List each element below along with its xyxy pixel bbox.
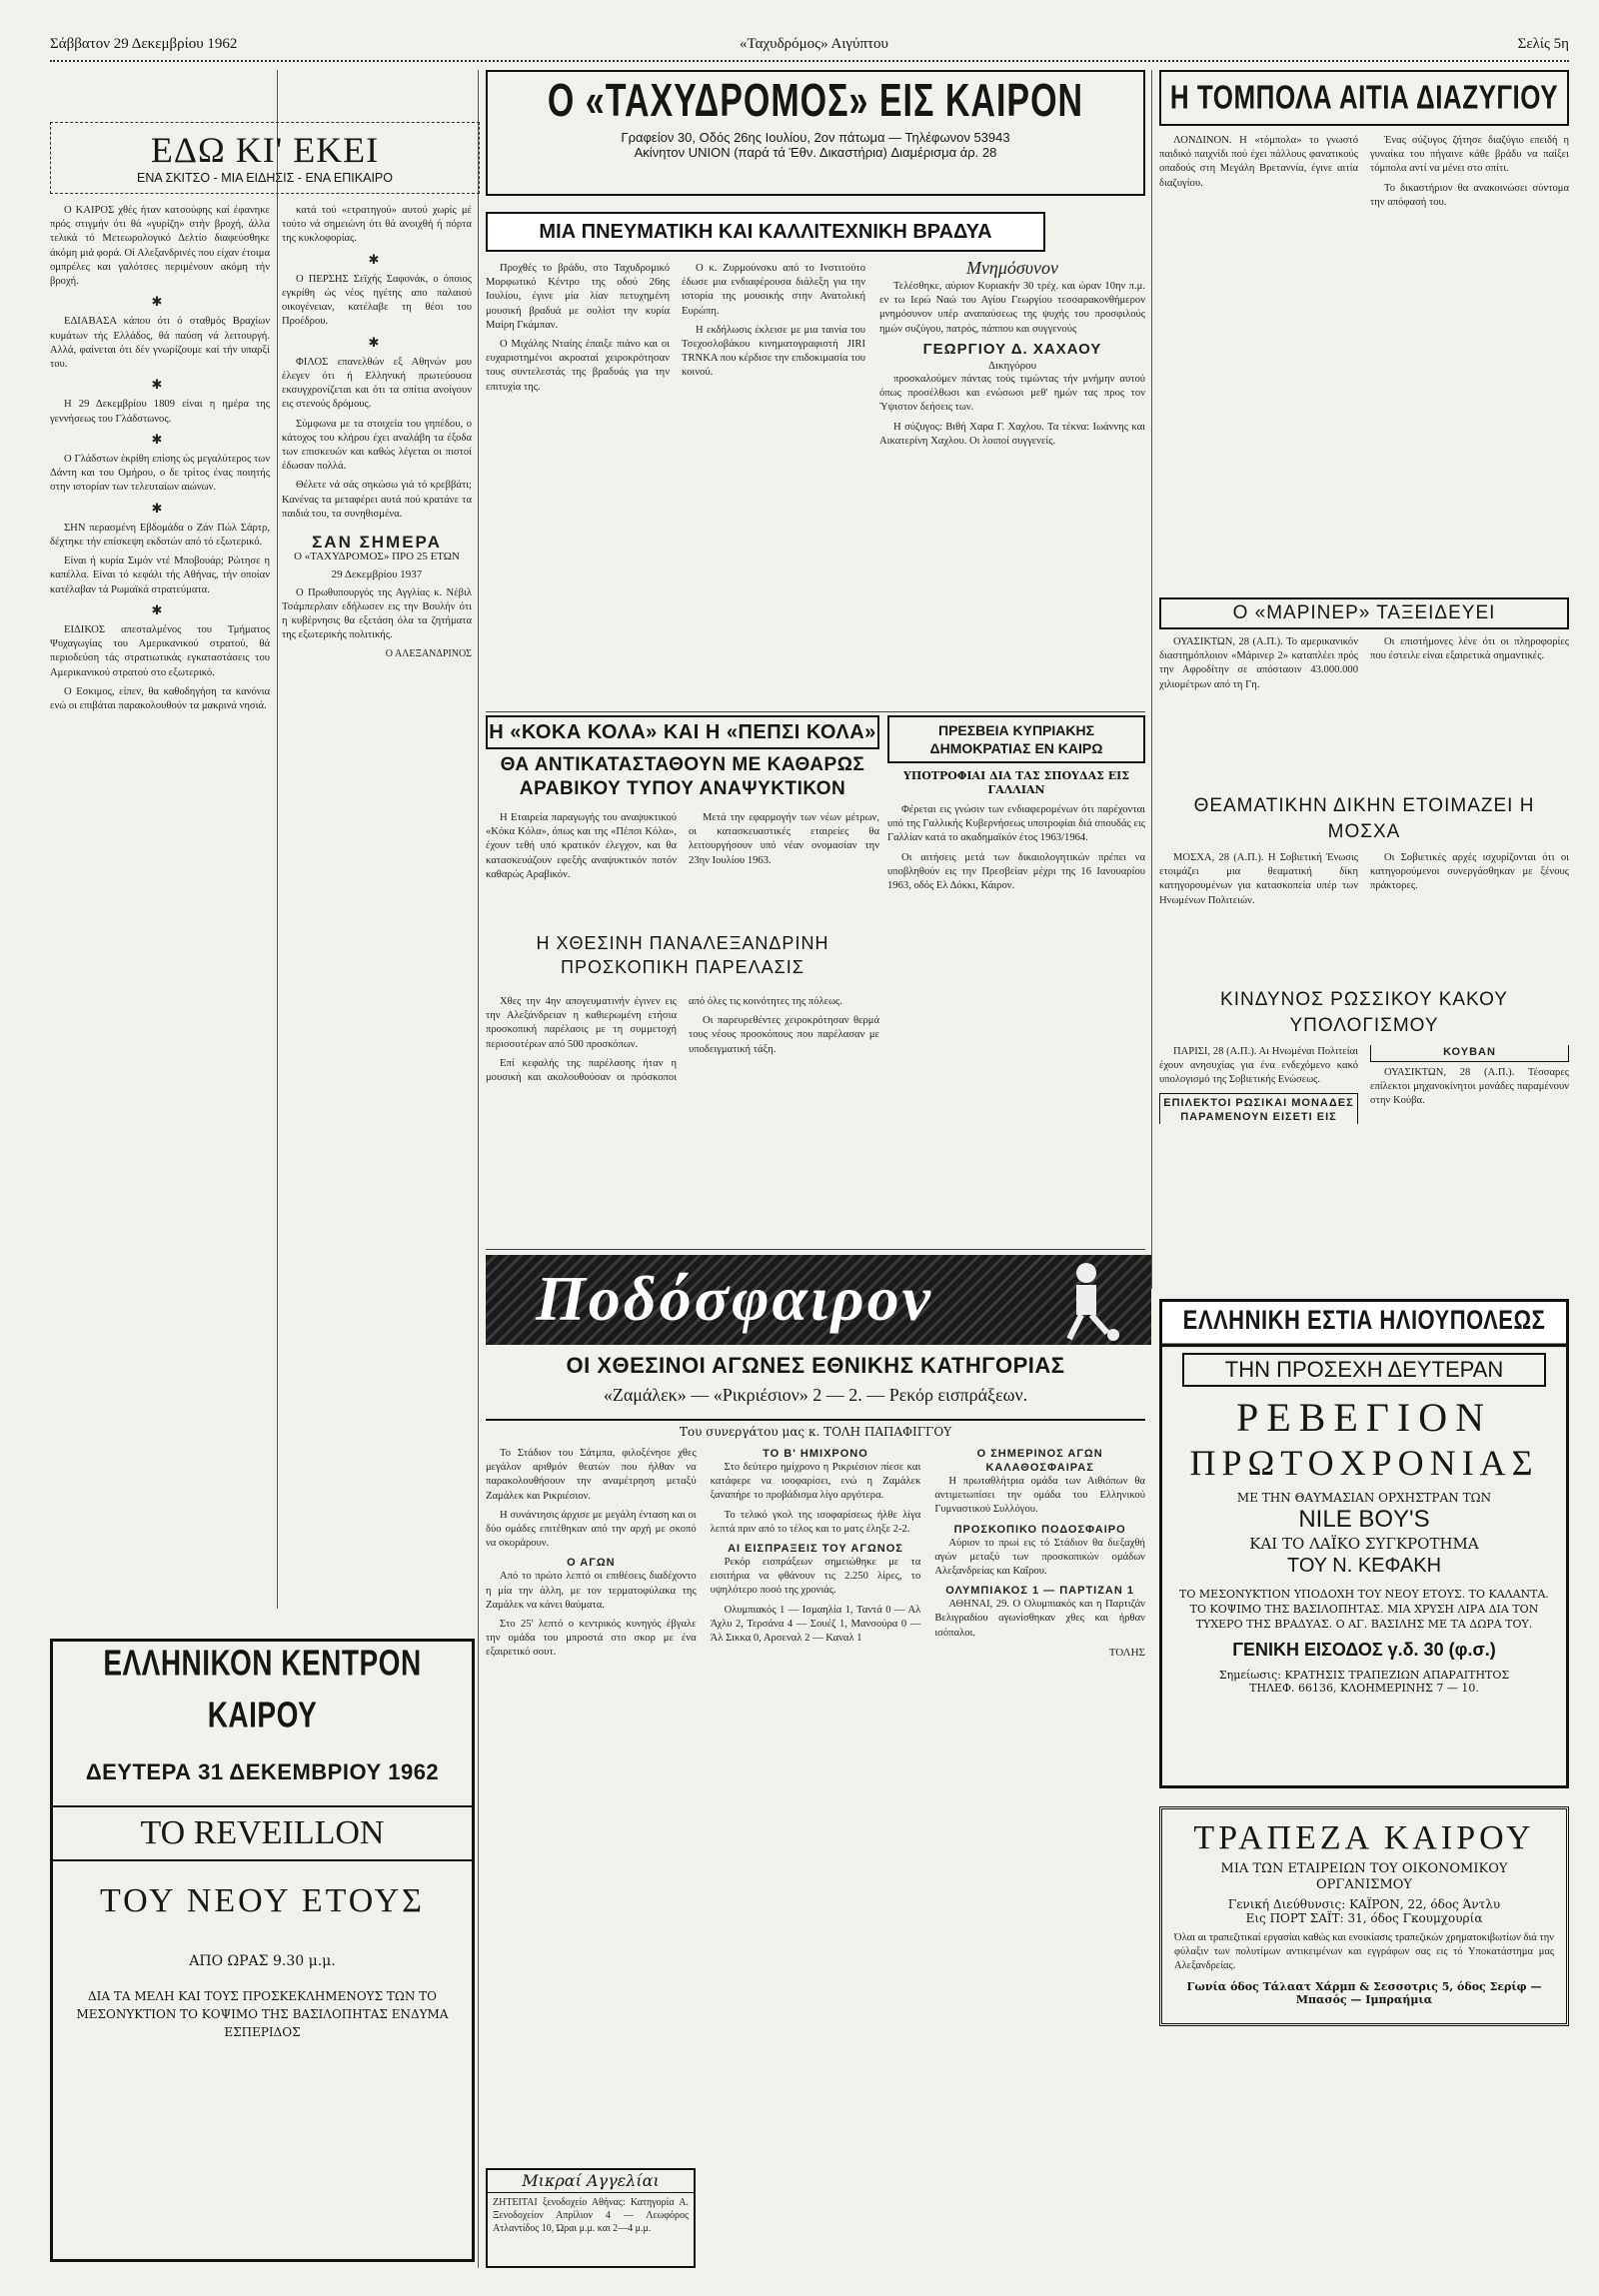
- coke-title: Η «ΚΟΚΑ ΚΟΛΑ» ΚΑΙ Η «ΠΕΠΣΙ ΚΟΛΑ»: [486, 715, 879, 749]
- embassy-title: ΠΡΕΣΒΕΙΑ ΚΥΠΡΙΑΚΗΣ ΔΗΜΟΚΡΑΤΙΑΣ ΕΝ ΚΑΙΡΩ: [887, 715, 1145, 763]
- classified-text: ΖΗΤΕΙΤΑΙ ξενοδοχείο Αθήνας: Κατηγορία Α. Ξενοδοχείον Απρίλιον 4 — Λεωφόρος Ατλαντίδος 10, Ώραι μ.μ. και 2—4 μ.μ.: [493, 2197, 689, 2234]
- ad-greek-center-cairo: [50, 1639, 475, 2262]
- hotel-phone: ΤΗΛΕΦ. 66136, ΚΛΟΗΜΕΡΙΝΗΣ 7 — 10.: [1249, 1682, 1479, 1695]
- obituary: [879, 256, 1145, 695]
- mariner-title: Ο «ΜΑΡΙΝΕΡ» ΤΑΞΕΙΔΕΥΕΙ: [1159, 597, 1569, 629]
- bank-subtitle: ΜΙΑ ΤΩΝ ΕΤΑΙΡΕΙΩΝ ΤΟΥ ΟΙΚΟΝΟΜΙΚΟΥ ΟΡΓΑΝΙΣΜΟΥ: [1220, 1861, 1508, 1892]
- edo-subtitle: ΕΝΑ ΣΚΙΤΣΟ - ΜΙΑ ΕΙΔΗΣΙΣ - ΕΝΑ ΕΠΙΚΑΙΡΟ: [137, 171, 393, 185]
- football-paragraph: Στο δεύτερο ημίχρονο η Ρικριέσιον πίεσε και κατάφερε να ισοφαρίσει, ενώ η Ζαμάλεκ ξαναπήρε το προβάδισμα λίγο αργότερα.: [710, 1462, 921, 1502]
- football-player-icon: [1051, 1259, 1121, 1341]
- header-page-number: Σελίς 5η: [1517, 36, 1569, 52]
- column-rule: [1151, 70, 1152, 1289]
- left-column-paragraph: Είναι ή κυρία Σιμόν ντέ Μποβουάρ; Ρώτησε η καπέλλα. Είναι τό κεφάλι τής Αθήνας, τήν οποίαν κατέλαβαν τά Ρωμαϊκά στρατεύματα.: [50, 556, 270, 595]
- hotel-band-2: ΤΟΥ Ν. ΚΕΦΑΚΗ: [1286, 1555, 1442, 1577]
- football-results: Ολυμπιακός 1 — Ισμαηλία 1, Ταντά 0 — Αλ Άχλυ 2, Τερσάνα 4 — Σουέζ 1, Μανσούρα 0 — Άλ Σικκα 0, Αρσεναλ 2 — Καναλ 1: [710, 1604, 921, 1645]
- evening-paragraph: Η εκδήλωσις έκλεισε με μια ταινία του Τσεχοσλοβάκου κινηματογραφιστή JIRI TRNKA που κέρδισε την επιδοκιμασία του κοινού.: [682, 324, 865, 379]
- divorce-paragraph: Το δικαστήριον θα ανακοινώσει σύντομα την απόφασή του.: [1370, 182, 1569, 208]
- football-paragraph: Το Στάδιον του Σάτμπα, φιλοξένησε χθες μεγάλον αριθμόν θεατών που ήλθαν να παρακολουθήσουν την αναμέτρηση μεταξύ Ζαμάλεκ και Ρικριέσιον.: [486, 1448, 697, 1502]
- embassy-subtitle: ΥΠΟΤΡΟΦΙΑΙ ΔΙΑ ΤΑΣ ΣΠΟΥΔΑΣ ΕΙΣ ΓΑΛΛΙΑΝ: [902, 769, 1130, 796]
- embassy-notice: [887, 715, 1145, 1135]
- football-subhead: ΑΙ ΕΙΣΠΡΑΞΕΙΣ ΤΟΥ ΑΓΩΝΟΣ: [728, 1543, 903, 1556]
- edo-paragraph: Η 29 Δεκεμβρίου 1809 είναι η ημέρα της γεννήσεως του Γλάδστωνος.: [50, 399, 270, 425]
- column-paragraph: ΦΙΛΟΣ επανελθών εξ Αθηνών μου έλεγεν ότι ή Ελληνική πρωτεύουσα εκσυγχρονίζεται και ότι τα σπίτια ανοίγουν εις στενούς δρόμους.: [282, 356, 472, 411]
- embassy-paragraph: Φέρεται εις γνώσιν των ενδιαφερομένων ότι παρέχονται υπό της Γαλλικής Κυβερνήσεως υποτροφίαι διά σπουδάς εις Γαλλίαν κατά το ακαδημαϊκόν έτος 1963/1964.: [887, 804, 1145, 844]
- coke-article: [486, 811, 879, 921]
- page-header: [50, 28, 1569, 62]
- football-paragraph: Αύριον το πρωί εις τό Στάδιον θα διεξαχθή αγών μεταξύ των προσκοπικών ομάδων Αλεξανδρείας και Καΐρου.: [934, 1537, 1145, 1578]
- trial-article: [1159, 793, 1569, 973]
- football-paragraph: Το τελικό γκολ της ισοφαρίσεως ήλθε λίγα λεπτά πριν από το τέλος και το ματς έληξε 2-2.: [710, 1509, 921, 1535]
- classified-ads: [486, 2168, 696, 2268]
- divorce-paragraph: ΛΟΝΔΙΝΟΝ. Η «τόμπολα» το γνωστό παιδικό παιχνίδι πού έχει πάλλους φανατικούς οπαδούς στη Μεγάλη Βρεταννία, έγινε αιτία διαζυγίου.: [1159, 135, 1358, 189]
- football-banner-title: Ποδόσφαιρον: [536, 1263, 934, 1334]
- on-this-day-title: ΣΑΝ ΣΗΜΕΡΑ: [312, 533, 442, 553]
- trial-title: ΘΕΑΜΑΤΙΚΗΝ ΔΙΚΗΝ ΕΤΟΙΜΑΖΕΙ Η ΜΟΣΧΑ: [1193, 795, 1535, 842]
- obituary-title: Μνημόσυνον: [965, 258, 1059, 278]
- hotel-note: Σημείωσις: ΚΡΑΤΗΣΙΣ ΤΡΑΠΕΖΙΩΝ ΑΠΑΡΑΙΤΗΤΟΣ: [1218, 1669, 1510, 1682]
- bank-title: ΤΡΑΠΕΖΑ ΚΑΙΡΟΥ: [1193, 1819, 1535, 1856]
- football-paragraph: Η πρωταθλήτρια ομάδα των Αιθιόπων θα αντιμετωπίσει την ομάδα του Ελληνικού Γυμναστικού Συλλόγου.: [934, 1476, 1145, 1516]
- edo-title-box: [50, 122, 480, 194]
- obituary-role: Δικηγόρου: [987, 360, 1037, 373]
- coke-paragraph: Η Εταιρεία παραγωγής του αναψυκτικού «Κόκα Κόλα», όπως και της «Πέπσι Κόλα», έχουν τεθή υπό κρατικόν έλεγχον, και θα κατασκευάζουν εφεξής αναψυκτικόν ποτόν καθαρώς Αραβικόν.: [486, 812, 677, 880]
- bank-address-3: Γωνία όδος Τάλαατ Χάρμπ & Σεσσοτρις 5, όδος Σερίφ — Μπασός — Ιμπραήμια: [1186, 1979, 1542, 2006]
- coke-subtitle: ΘΑ ΑΝΤΙΚΑΤΑΣΤΑΘΟΥΝ ΜΕ ΚΑΘΑΡΩΣ ΑΡΑΒΙΚΟΥ ΤΥΠΟΥ ΑΝΑΨΥΚΤΙΚΟΝ: [500, 754, 865, 799]
- on-this-day-signature: Ο ΑΛΕΞΑΝΔΡΙΝΟΣ: [385, 648, 472, 660]
- hotel-program: ΤΟ ΜΕΣΟΝΥΚΤΙΟΝ ΥΠΟΔΟΧΗ ΤΟΥ ΝΕΟΥ ΕΤΟΥΣ. ΤΟ ΚΑΛΑΝΤΑ. ΤΟ ΚΟΨΙΜΟ ΤΗΣ ΒΑΣΙΛΟΠΗΤΑΣ. ΜΙΑ ΧΡΥΣΗ ΛΙΡΑ ΔΙΑ ΤΟΝ ΤΥΧΕΡΟ ΤΗΣ ΒΡΑΔΥΑΣ. Ο ΑΓ. ΒΑΣΙΛΗΣ ΜΕ ΤΑ ΔΩΡΑ ΤΟΥ.: [1179, 1588, 1549, 1631]
- edo-paragraph: Ο ΚΑΙΡΟΣ χθές ήταν κατσούφης καί έφανηκε πρός στιγμήν ότι θά «γυρίζη» στήν βροχή, άλλα τελικά τό Μετεωρολογικό Δελτίο διαφεύσθηκε άκόμη μιά φορά. Οί Αλεξανδρινές που είχαν έτοιμα ομπρέλες και γαλότσες περιμένουν ακόμη τήν βροχή.: [50, 205, 270, 288]
- football-signature: ΤΟΛΗΣ: [1108, 1646, 1145, 1659]
- football-subhead: Ο ΣΗΜΕΡΙΝΟΣ ΑΓΩΝ ΚΑΛΑΘΟΣΦΑΙΡΑΣ: [976, 1448, 1103, 1474]
- ad-center-date: ΔΕΥΤΕΡΑ 31 ΔΕΚΕΜΒΡΙΟΥ 1962: [85, 1759, 440, 1784]
- russia-title: ΚΙΝΔΥΝΟΣ ΡΩΣΣΙΚΟΥ ΚΑΚΟΥ ΥΠΟΛΟΓΙΣΜΟΥ: [1220, 989, 1508, 1036]
- hotel-new-year: ΠΡΩΤΟΧΡΟΝΙΑΣ: [1189, 1443, 1539, 1483]
- parade-article: [486, 995, 879, 1235]
- coke-headline: [486, 715, 879, 805]
- column-rule: [478, 70, 479, 2268]
- masthead-box: [486, 70, 1145, 196]
- masthead-address: Γραφείον 30, Οδός 26ης Ιουλίου, 2ον πάτωμα — Τηλέφωνον 53943: [621, 130, 1010, 145]
- second-column-text: [282, 204, 472, 1633]
- on-this-day-date: 29 Δεκεμβρίου 1937: [331, 569, 423, 581]
- ad-center-title: ΕΛΛΗΝΙΚΟΝ ΚΕΝΤΡΟΝ ΚΑΙΡΟΥ: [103, 1643, 422, 1735]
- divorce-title-box: [1159, 70, 1569, 126]
- edo-paragraph: ΕΔΙΑΒΑΣΑ κάπου ότι ό σταθμός Βραχίων κυμάτων τής Ελλάδος, θά παύση νά λειτουργή. Αλλά, φαίνεται ότι δέν γνωρίζουμε καί τήν υπαρξί του.: [50, 316, 270, 371]
- football-banner: [486, 1255, 1151, 1345]
- football-paragraph: Η συνάντησις άρχισε με μεγάλη ένταση και οι δύο ομάδες επιτέθηκαν από την αρχή με σκοπό να σκοράρουν.: [486, 1509, 697, 1550]
- masthead-address-2: Ακίνητον UNION (παρά τά Έθν. Δικαστήρια) Διαμέρισμα άρ. 28: [634, 145, 997, 160]
- ad-center-event-2: ΤΟΥ ΝΕΟΥ ΕΤΟΥΣ: [100, 1882, 425, 1919]
- football-subhead: ΠΡΟΣΚΟΠΙΚΟ ΠΟΔΟΣΦΑΙΡΟ: [953, 1523, 1126, 1536]
- mariner-paragraph: ΟΥΑΣΙΚΤΩΝ, 28 (Α.Π.). Το αμερικανικόν διαστημόπλοιον «Μάρινερ 2» καταπλέει πρός την Αφροδίτην σε απόστασιν 43.000.000 χιλιομέτρων από τη Γη.: [1159, 636, 1358, 690]
- column-paragraph: Σύμφωνα με τα στοιχεία του γηπέδου, ο κάτοχος του κλήρου έχει αναλάβη τα έξοδα των επισκευών και καθώς λέγεται οι πιστοί έδωσαν πολλά.: [282, 418, 472, 473]
- hotel-line: ΜΕ ΤΗΝ ΘΑΥΜΑΣΙΑΝ ΟΡΧΗΣΤΡΑΝ ΤΩΝ: [1236, 1491, 1492, 1505]
- bank-address-2: Εις ΠΟΡΤ ΣΑΪΤ: 31, όδος Γκουμχουρία: [1245, 1911, 1483, 1925]
- hotel-title: ΕΛΛΗΝΙΚΗ ΕΣΤΙΑ ΗΛΙΟΥΠΟΛΕΩΣ: [1162, 1299, 1566, 1347]
- masthead-title: Ο «ΤΑΧΥΔΡΟΜΟΣ» ΕΙΣ ΚΑΙΡΟΝ: [547, 75, 1084, 127]
- left-column-paragraph: ΣΗΝ περασμένη Εβδομάδα ο Ζάν Πώλ Σάρτρ, δέχτηκε τήν επίσκεψη εκδοτών από τό εξωτερικό.: [50, 522, 270, 549]
- separator-star: ✱: [151, 294, 169, 310]
- on-this-day-subtitle: Ο «ΤΑΧΥΔΡΟΜΟΣ» ΠΡΟ 25 ΕΤΩΝ: [294, 551, 460, 564]
- football-byline: Του συνεργάτου μας κ. ΤΟΛΗ ΠΑΠΑΦΙΓΓΟΥ: [679, 1425, 952, 1439]
- separator-star: ✱: [151, 601, 169, 617]
- edo-title: ΕΔΩ ΚΙ' ΕΚΕΙ: [150, 130, 380, 170]
- mariner-article: [1159, 597, 1569, 777]
- separator-star: ✱: [151, 431, 169, 447]
- evening-paragraph: Ο Μιχάλης Νταίης έπαιξε πιάνο και οι ευχαριστημένοι ακροαταί χειροκρότησαν τους συντελεστάς της βραδυάς για την επιτυχία της.: [486, 339, 670, 393]
- football-headline: [486, 1351, 1145, 1421]
- ad-heliopolis-hotel: [1159, 1299, 1569, 1788]
- parade-paragraph: Οι παρευρεθέντες χειροκρότησαν θερμά τους νέους προσκόπους που παρέλασαν με υποδειγματική τάξη.: [689, 1015, 879, 1055]
- evening-title: ΜΙΑ ΠΝΕΥΜΑΤΙΚΗ ΚΑΙ ΚΑΛΛΙΤΕΧΝΙΚΗ ΒΡΑΔΥΑ: [539, 221, 992, 243]
- football-paragraph: ΑΘΗΝΑΙ, 29. Ο Ολυμπιακός και η Παρτιζάν Βελιγραδίου αγωνίσθηκαν χθες και ήρθαν ισόπαλοι.: [934, 1599, 1145, 1639]
- trial-paragraph: ΜΟΣΧΑ, 28 (Α.Π.). Η Σοβιετική Ένωσις ετοιμάζει μια θεαματική δίκη κατηγορουμένων για κατασκοπεία υπέρ των Ηνωμένων Πολιτειών.: [1159, 852, 1358, 906]
- trial-paragraph: Οι Σοβιετικές αρχές ισχυρίζονται ότι οι κατηγορούμενοι συνεργάσθηκαν με ξένους πράκτορες.: [1370, 852, 1569, 892]
- left-column-paragraph: Ο Εσκιμος, είπεν, θα καθοδηγήση τα κανόνια ενώ οι επιβάται παρακολουθούν τα μακρινά νησιά.: [50, 685, 270, 712]
- russia-paragraph: ΠΑΡΙΣΙ, 28 (Α.Π.). Αι Ηνωμέναι Πολιτείαι έχουν ανησυχίας για ένα ενδεχόμενο κακό υπολογισμό της Σοβιετικής Ενώσεως.: [1159, 1046, 1358, 1086]
- hotel-line: ΚΑΙ ΤΟ ΛΑΪΚΟ ΣΥΓΚΡΟΤΗΜΑ: [1249, 1535, 1479, 1553]
- column-paragraph: Ο ΠΕΡΣΗΣ Σεϊχής Σαφονάκ, ο όποιος εγκρίθη ώς νέος ηγέτης απο παλαιού οικογένειαν, κατέλαβε τη θέσι του Προέδρου.: [282, 273, 472, 328]
- evening-title-box: [486, 212, 1045, 252]
- russia-box: ΕΠΙΛΕΚΤΟΙ ΡΩΣΙΚΑΙ ΜΟΝΑΔΕΣ ΠΑΡΑΜΕΝΟΥΝ ΕΙΣΕΤΙ ΕΙΣ ΚΟΥΒΑΝ: [1159, 1045, 1569, 1124]
- football-subhead: Ο ΑΓΩΝ: [567, 1557, 616, 1570]
- parade-paragraph: Χθες την 4ην απογευματινήν έγινεν εις την Αλεξάνδρειαν η καθιερωμένη ετήσια προσκοπική παρέλασις με τη συμμετοχή περισσοτέρων από 500 προσκόπων.: [486, 996, 677, 1050]
- on-this-day-text: Ο Πρωθυπουργός της Αγγλίας κ. Νέβιλ Τσάμπερλαιν εδήλωσεν εις την Βουλήν ότι η κυβέρνησις θα εξετάση όλα τα ζητήματα της εξωτερικής πολιτικής.: [282, 586, 472, 641]
- classified-title: Μικραί Αγγελίαι: [488, 2170, 694, 2193]
- obituary-paragraph: προσκαλούμεν πάντας τούς τιμώντας τήν μνήμην αυτού όπως προσέλθωσι και ενώσωσι μεθ' ημών τας προς τον Ύψιστον δεήσεις των.: [879, 374, 1145, 414]
- header-paper-name: «Ταχυδρόμος» Αιγύπτου: [740, 36, 888, 52]
- bank-address: Γενική Διεύθυνσις: ΚΑΪΡΟΝ, 22, όδος Άντλυ: [1227, 1897, 1501, 1911]
- separator-star: ✱: [151, 500, 169, 516]
- section-rule: [486, 711, 1145, 712]
- edo-paragraph: Ο Γλάδστων έκρίθη επίσης ώς μεγαλύτερος των Δάντη και του Ομήρου, ο δε τρίτος ένας ποιητής στην ιστορίαν των τελευταίων αιώνων.: [50, 454, 270, 494]
- obituary-paragraph: Τελέσθηκε, αύριον Κυριακήν 30 τρέχ. και ώραν 10ην π.μ. εν τω Ιερώ Ναώ του Αγίου Γεωργίου τεσσαρακονθήμερον μνημόσυνον υπέρ αναπαύσεως της ψυχής του προσφιλούς ημών συζύγου, πατρός, πάππου και συγγενούς: [879, 281, 1145, 335]
- obituary-paragraph: Η σύζυγος: Βιθή Χαρα Γ. Χαχλου. Τα τέκνα: Ιωάννης και Αικατερίνη Χαχλου. Οι λοιποί συγγενείς.: [879, 421, 1145, 447]
- column-rule: [277, 70, 278, 1609]
- mariner-paragraph: Οι επιστήμονες λένε ότι οι πληροφορίες που έστειλε είναι εξαιρετικά σημαντικές.: [1370, 636, 1569, 662]
- hotel-reveillon: ΡΕΒΕΓΙΟΝ: [1235, 1395, 1492, 1440]
- russia-article: [1159, 987, 1569, 1227]
- football-subhead: ΤΟ Β' ΗΜΙΧΡΟΝΟ: [763, 1448, 868, 1460]
- ad-bank-cairo: [1159, 1806, 1569, 2026]
- divorce-title: Η ΤΟΜΠΟΛΑ ΑΙΤΙΑ ΔΙΑΖΥΓΙΟΥ: [1169, 77, 1559, 117]
- hotel-entry: ΓΕΝΙΚΗ ΕΙΣΟΔΟΣ γ.δ. 30 (φ.σ.): [1232, 1640, 1496, 1660]
- football-paragraph: Από το πρώτο λεπτό οι επιθέσεις διαδέχοντο η μία την άλλη, με τον τερματοφύλακα της Ζαμάλεκ να κάνει θαύματα.: [486, 1571, 697, 1611]
- divorce-article: [1159, 134, 1569, 583]
- evening-paragraph: Προχθές το βράδυ, στο Ταχυδρομικό Μορφωτικό Κέντρο της οδού 26ης Ιουλίου, έγινε μία λίαν πετυχημένη μουσική βραδυά με σολίστ την κυρία Μαίρη Γκάμπαν.: [486, 263, 670, 331]
- parade-headline: [486, 931, 879, 991]
- parade-paragraph: Επί κεφαλής της παρέλασης ήταν η μουσική και ακολουθούσαν οι πρόσκοποι από όλες τις κοινότητες της πόλεως.: [486, 996, 842, 1084]
- evening-article: [486, 262, 865, 691]
- coke-paragraph: Μετά την εφαρμογήν των νέων μέτρων, οι κατασκευαστικές εταιρείες θα λειτουργήσουν υπό νέαν ονομασίαν την 23ην Ιουλίου 1963.: [689, 812, 879, 866]
- column-paragraph: κατά τού «ετρατηγού» αυτού χωρίς μέ τούτο νά σημειώνη ότι θά ανοιχθή ή πόρτα της κυκλοφορίας.: [282, 205, 472, 245]
- football-paragraph: Ρεκόρ εισπράξεων σημειώθηκε με τα εισιτήρια να φθάνουν τις 2.250 λίρες, το υψηλότερο ποσό της χρονιάς.: [710, 1557, 921, 1597]
- ad-center-event: ΤΟ REVEILLON: [53, 1805, 472, 1861]
- football-paragraph: Στο 25' λεπτό ο κεντρικός κυνηγός έβγαλε την ομάδα του μπροστά στο σκορ με ένα εξαιρετικό σουτ.: [486, 1619, 697, 1659]
- evening-paragraph: Ο κ. Ζυρμούνσκυ από το Ινστιτούτο έδωσε μια ενδιαφέρουσα διάλεξη για την ιστορία της μουσικής στην Ανατολική Ευρώπη.: [682, 263, 865, 317]
- hotel-band: NILE BOY'S: [1298, 1506, 1430, 1533]
- separator-star: ✱: [368, 334, 386, 350]
- column-paragraph: Θέλετε νά σάς σηκώσω γιά τό κρεββάτι; Κανένας τα μεταφέρει αυτά πού κρατάνε τα παιδιά του, τα συνηθισμένα.: [282, 480, 472, 520]
- hotel-date: ΤΗΝ ΠΡΟΣΕΧΗ ΔΕΥΤΕΡΑΝ: [1182, 1353, 1546, 1387]
- left-column-paragraph: ΕΙΔΙΚΟΣ απεσταλμένος του Τμήματος Ψυχαγωγίας του Αμερικανικού στρατού, θά περιοδεύση τάς στρατιωτικάς εγκαταστάσεις του Αμερικανικού στρατού στο εξωτερικό.: [50, 624, 270, 678]
- parade-title: Η ΧΘΕΣΙΝΗ ΠΑΝΑΛΕΞΑΝΔΡΙΝΗ ΠΡΟΣΚΟΠΙΚΗ ΠΑΡΕΛΑΣΙΣ: [536, 933, 829, 977]
- separator-star: ✱: [368, 251, 386, 267]
- football-title: ΟΙ ΧΘΕΣΙΝΟΙ ΑΓΩΝΕΣ ΕΘΝΙΚΗΣ ΚΑΤΗΓΟΡΙΑΣ: [566, 1353, 1065, 1378]
- section-rule: [486, 1249, 1145, 1250]
- separator-star: ✱: [151, 377, 169, 393]
- football-score: ΟΛΥΜΠΙΑΚΟΣ 1 — ΠΑΡΤΙΖΑΝ 1: [945, 1585, 1134, 1598]
- header-date: Σάββατον 29 Δεκεμβρίου 1962: [50, 36, 238, 52]
- ad-center-note: ΔΙΑ ΤΑ ΜΕΛΗ ΚΑΙ ΤΟΥΣ ΠΡΟΣΚΕΚΛΗΜΕΝΟΥΣ ΤΩΝ ΤΟ ΜΕΣΟΝΥΚΤΙΟΝ ΤΟ ΚΟΨΙΜΟ ΤΗΣ ΒΑΣΙΛΟΠΗΤΑΣ ΕΝΔΥΜΑ ΕΣΠΕΡΙΔΟΣ: [76, 1989, 449, 2039]
- left-column-text: [50, 204, 270, 1563]
- bank-text: Όλαι αι τραπεζιτικαί εργασίαι καθώς και ενοικίασις τραπεζικών χρηματοκιβωτίων διά την φύλαξιν των πολυτίμων αντικειμένων και εγγράφων σας εις τό Υποκατάστημα μας Αλεξανδρείας.: [1174, 1932, 1554, 1972]
- football-subtitle: «Ζαμάλεκ» — «Ρικριέσιον» 2 — 2. — Ρεκόρ εισπράξεων.: [603, 1385, 1028, 1405]
- football-article: [486, 1447, 1145, 2166]
- ad-center-time: ΑΠΟ ΩΡΑΣ 9.30 μ.μ.: [189, 1953, 336, 1969]
- divorce-paragraph: Ένας σύζυγος ζήτησε διαζύγιο επειδή η γυναίκα του πήγαινε κάθε βράδυ να παίξει τόμπολα αντί να μένει στο σπίτι.: [1370, 135, 1569, 175]
- embassy-paragraph: Οι αιτήσεις μετά των δικαιολογητικών πρέπει να υποβληθούν εις την Πρεσβείαν μέχρι της 16 Ιανουαρίου 1963, οδός Ελ Δόκκι, Κάιρον.: [887, 851, 1145, 892]
- russia-paragraph: ΟΥΑΣΙΚΤΩΝ, 28 (Α.Π.). Τέσσαρες επίλεκτοι μηχανοκίνητοι μονάδες παραμένουν στην Κούβα.: [1370, 1067, 1569, 1107]
- obituary-name: ΓΕΩΡΓΙΟΥ Δ. ΧΑΧΑΟΥ: [922, 340, 1102, 358]
